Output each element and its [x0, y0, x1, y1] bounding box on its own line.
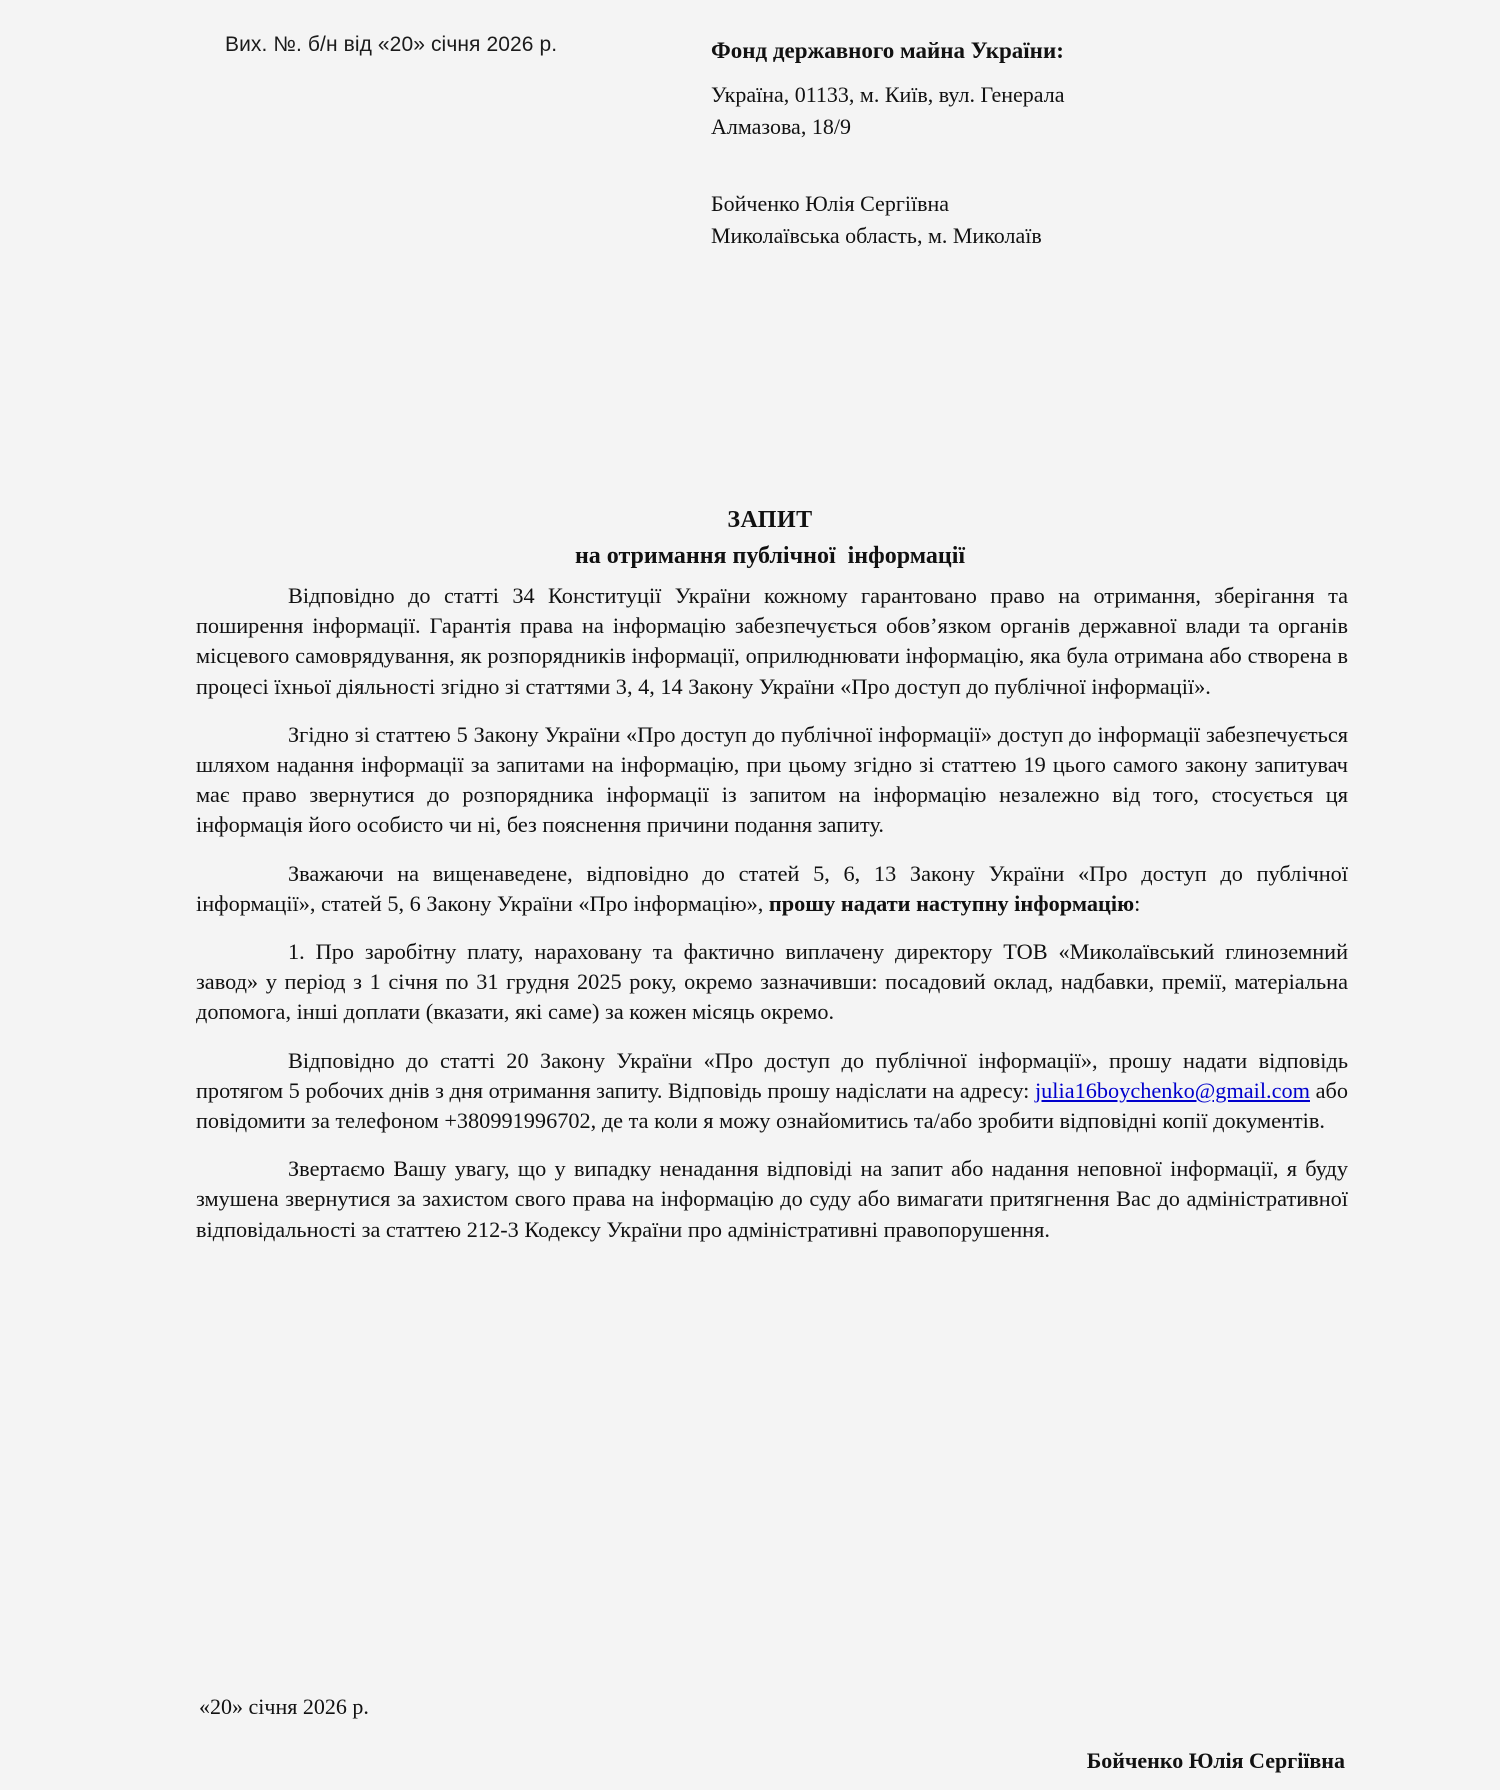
signature-date: «20» січня 2026 р.: [199, 1694, 369, 1719]
reply-terms-text: Відповідно до статті 20 Закону України «Про доступ до публічної інформації», прошу надати відповідь протягом 5 робочих днів з дня отримання запиту. Відповідь прошу надіслати на адресу:: [196, 1047, 1348, 1103]
signature-name: Бойченко Юлія Сергіївна: [1086, 1748, 1345, 1773]
request-intro-text: Зважаючи на вищенаведене, відповідно до статей 5, 6, 13 Закону України «Про доступ до публічної інформації», статей 5, 6 Закону України «Про інформацію»,: [196, 860, 1348, 916]
paragraph-reply-terms: [196, 1046, 1348, 1137]
request-intro-colon: :: [1134, 890, 1141, 916]
requester-location: Миколаївська область, м. Миколаїв: [711, 222, 1042, 248]
paragraph-access-law: Згідно зі статтею 5 Закону України «Про доступ до публічної інформації» доступ до інформації забезпечується шляхом надання інформації за запитами на інформацію, при цьому згідно зі статтею 19 цього самого закону запитувач має право звернутися до розпорядника інформації із запитом на інформацію незалежно від того, стосується ця інформація його особисто чи ні, без пояснення причини подання запиту.: [196, 721, 1348, 838]
title-line-2: на отримання публічної інформації: [574, 543, 966, 570]
outgoing-number-line: Вих. №. б/н від «20» січня 2026 р.: [225, 33, 558, 56]
paragraph-request-item-1: 1. Про заробітну плату, нараховану та фактично виплачену директору ТОВ «Миколаївський глиноземний завод» у період з 1 січня по 31 грудня 2025 року, окремо зазначивши: посадовий оклад, надбавки, премії, матеріальна допомога, інші доплати (вказати, які саме) за кожен місяць окремо.: [196, 939, 1348, 1025]
paragraph-constitution: Відповідно до статті 34 Конституції України кожному гарантовано право на отримання, зберігання та поширення інформації. Гарантія права на інформацію забезпечується обов’язком органів державної влади та органів місцевого самоврядування, як розпорядників інформації, оприлюднювати інформацію, яка була отримана або створена в процесі їхньої діяльності згідно зі статтями 3, 4, 14 Закону України «Про доступ до публічної інформації».: [196, 583, 1348, 699]
addressee-address: Україна, 01133, м. Київ, вул. Генерала Алмазова, 18/9: [711, 82, 1065, 139]
paragraph-legal-warning: Звертаємо Вашу увагу, що у випадку ненадання відповіді на запит або надання неповної інформації, я буду змушена звернутися за захистом свого права на інформацію до суду або вимагати притягнення Вас до адміністративної відповідальності за статтею 212-3 Кодексу України про адміністративні правопорушення.: [196, 1156, 1348, 1242]
paragraph-request-intro: [196, 859, 1348, 919]
reply-terms-tail: або повідомити за телефоном +380991996702, де та коли я можу ознайомитись та/або зробити відповідні копії документів.: [196, 1077, 1348, 1134]
title-line-1: ЗАПИТ: [727, 507, 813, 533]
requester-block: [711, 188, 1271, 252]
addressee-block: [711, 36, 1271, 142]
requester-name: Бойченко Юлія Сергіївна: [711, 191, 949, 216]
email-link[interactable]: julia16boychenko@gmail.com: [1034, 1077, 1310, 1103]
document-body: [196, 581, 1348, 1245]
request-intro-emphasis: прошу надати наступну інформацію: [768, 890, 1135, 916]
document-title: [195, 504, 1345, 573]
addressee-organization: Фонд державного майна України:: [711, 38, 1064, 63]
